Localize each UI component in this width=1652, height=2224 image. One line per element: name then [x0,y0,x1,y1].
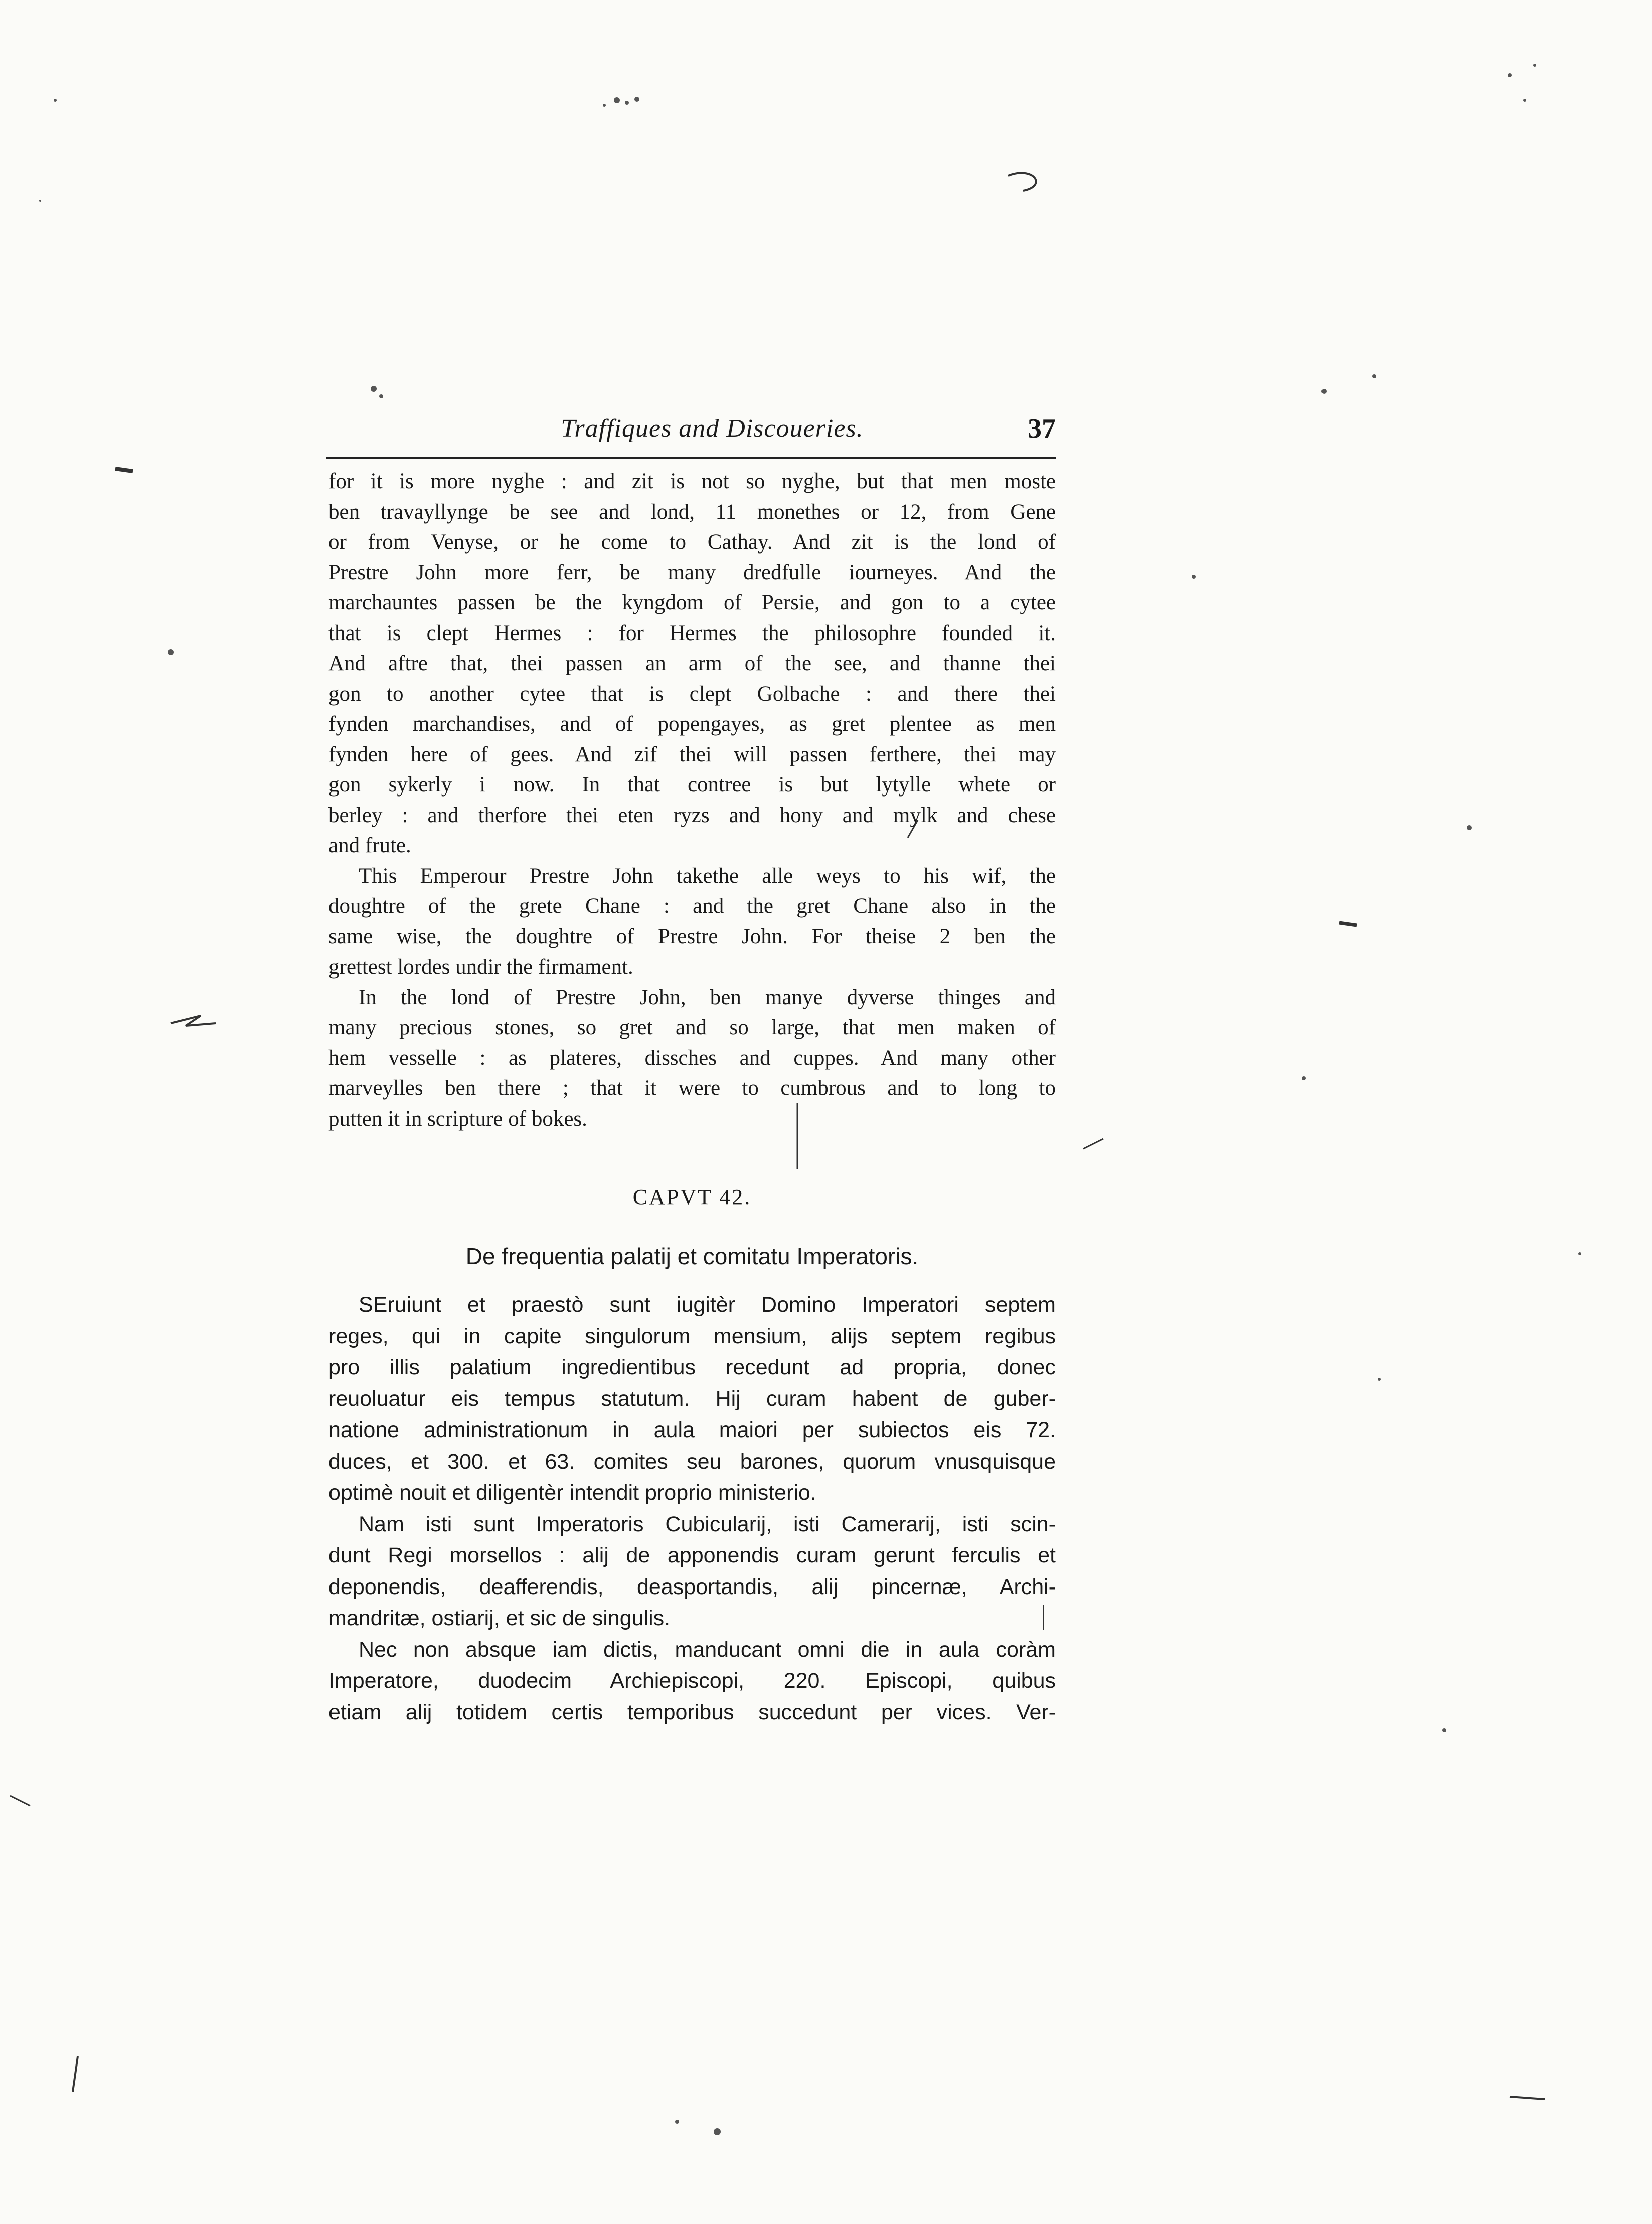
text-line: Imperatore, duodecim Archiepiscopi, 220. Episcopi, quibus [328,1669,1056,1693]
text-line: doughtre of the grete Chane : and the gret Chane also in the [328,894,1056,918]
text-line: optimè nouit et diligentèr intendit proprio ministerio. [328,1481,816,1505]
text-line: This Emperour Prestre John takethe alle weys to his wif, the [359,864,1056,888]
text-line: fynden here of gees. And zif thei will passen ferthere, thei may [328,742,1056,766]
page-number: 37 [1028,413,1056,444]
text-line: ben travayllynge be see and lond, 11 monethes or 12, from Gene [328,500,1056,524]
text-line: many precious stones, so gret and so large, that men maken of [328,1016,1056,1039]
text-line: gon sykerly i now. In that contree is but lytylle whete or [328,773,1056,797]
latin-passage [328,1289,1056,1728]
text-line: and frute. [328,834,411,857]
running-head: Traffiques and Discoueries. [561,414,864,443]
text-line: SEruiunt et praestò sunt iugitèr Domino Imperatori septem [359,1293,1056,1317]
text-line: that is clept Hermes : for Hermes the philosophre founded it. [328,621,1056,645]
text-line: gon to another cytee that is clept Golbache : and there thei [328,682,1056,706]
text-line: In the lond of Prestre John, ben manye dyverse thinges and [359,985,1056,1009]
text-line: dunt Regi morsellos : alij de apponendis curam gerunt ferculis et [328,1543,1056,1567]
text-line: or from Venyse, or he come to Cathay. And zit is the lond of [328,530,1056,554]
text-line: Nam isti sunt Imperatoris Cubicularij, isti Camerarij, isti scin- [359,1512,1056,1536]
text-line: reuoluatur eis tempus statutum. Hij curam habent de guber- [328,1386,1056,1411]
text-line: pro illis palatium ingredientibus recedunt ad propria, donec [328,1355,1056,1379]
text-line: grettest lordes undir the firmament. [328,955,633,979]
text-line: marchauntes passen be the kyngdom of Persie, and gon to a cytee [328,591,1056,614]
text-line: mandritæ, ostiarij, et sic de singulis. [328,1606,671,1630]
text-line: same wise, the doughtre of Prestre John. For theise 2 ben the [328,924,1056,948]
text-line: for it is more nyghe : and zit is not so nyghe, but that men moste [328,469,1056,493]
text-line: And aftre that, thei passen an arm of the see, and thanne thei [328,652,1056,675]
text-line: deponendis, deafferendis, deasportandis, alij pincernæ, Archi- [328,1574,1056,1599]
text-line: putten it in scripture of bokes. [328,1106,587,1131]
text-line: fynden marchandises, and of popengayes, as gret plentee as men [328,712,1056,736]
header-rule [326,457,1056,459]
chapter-heading: CAPVT 42. [632,1185,752,1209]
text-line: etiam alij totidem certis temporibus succedunt per vices. Ver- [328,1700,1056,1724]
text-line: reges, qui in capite singulorum mensium, alijs septem regibus [328,1324,1056,1348]
text-line: berley : and therfore thei eten ryzs and hony and mylk and chese [328,803,1056,827]
text-line: marveylles ben there ; that it were to cumbrous and to long to [328,1076,1056,1100]
text-line: hem vesselle : as plateres, dissches and cuppes. And many other [328,1046,1056,1070]
chapter-subtitle: De frequentia palatij et comitatu Imperatoris. [465,1243,919,1269]
text-line: natione administrationum in aula maiori per subiectos eis 72. [328,1418,1056,1442]
text-line: Nec non absque iam dictis, manducant omni die in aula coràm [359,1637,1056,1662]
page-header [326,409,1056,464]
english-passage [328,466,1056,1134]
text-line: Prestre John more ferr, be many dredfulle iourneyes. And the [328,560,1056,584]
text-line: duces, et 300. et 63. comites seu barones, quorum vnusquisque [328,1449,1056,1474]
